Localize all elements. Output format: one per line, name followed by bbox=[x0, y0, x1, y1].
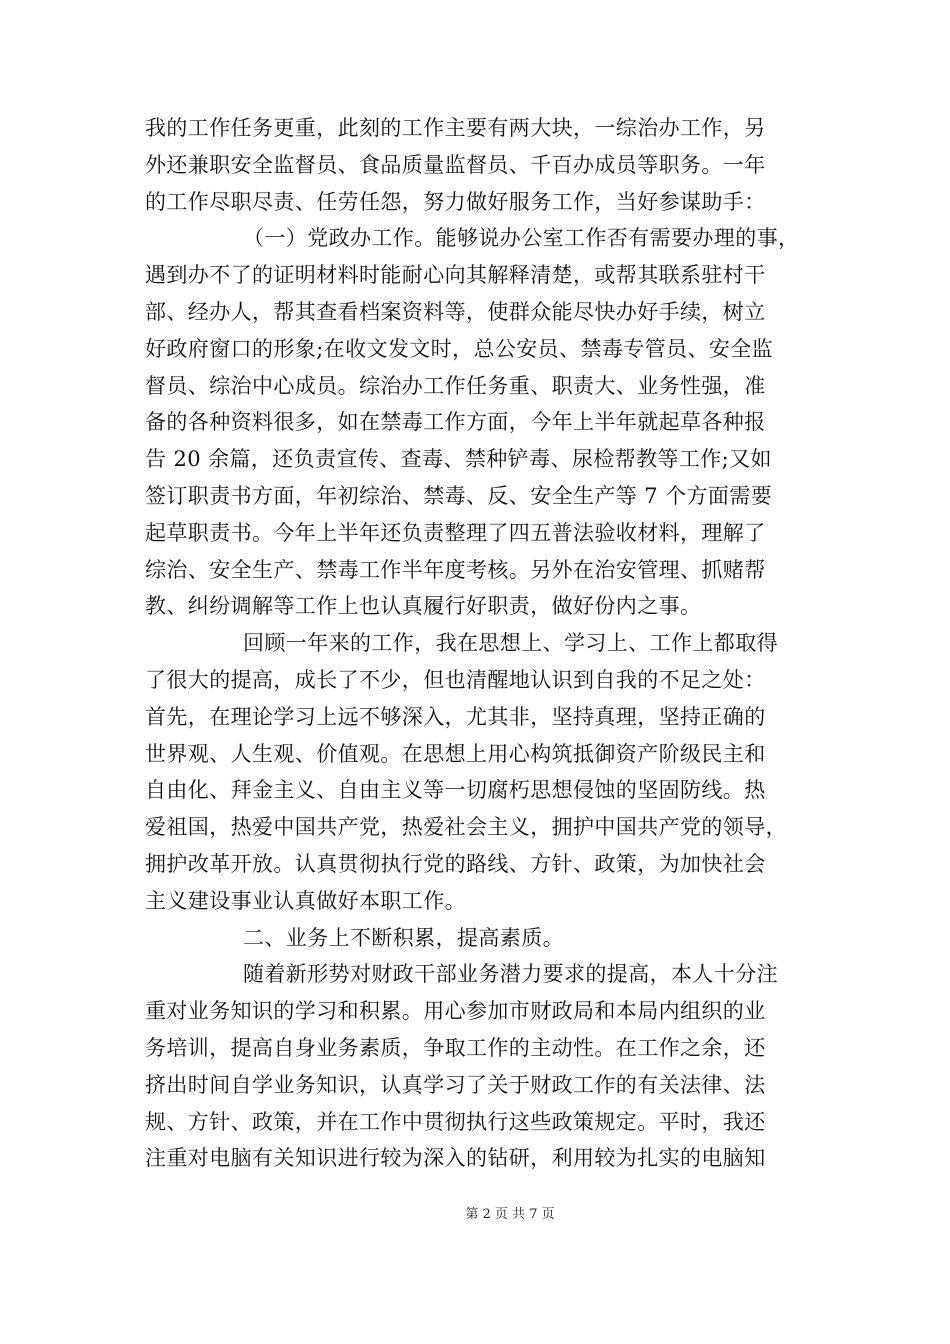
text-line: 回顾一年来的工作，我在思想上、学习上、工作上都取得 bbox=[243, 631, 778, 656]
text-line: 起草职责书。今年上半年还负责整理了四五普法验收材料，理解了 bbox=[145, 520, 766, 545]
text-line: 的工作尽职尽责、任劳任怨，努力做好服务工作，当好参谋助手： bbox=[145, 189, 766, 214]
text-line: 部、经办人，帮其查看档案资料等，使群众能尽快办好手续，树立 bbox=[145, 299, 766, 324]
page-number: 第 2 页 共 7 页 bbox=[465, 1207, 555, 1222]
text-line: 综治、安全生产、禁毒工作半年度考核。另外在治安管理、抓赌帮 bbox=[145, 557, 766, 582]
text-line: 注重对电脑有关知识进行较为深入的钻研，利用较为扎实的电脑知 bbox=[145, 1146, 766, 1171]
text-line: （一）党政办工作。能够说办公室工作否有需要办理的事， bbox=[243, 226, 800, 251]
text-line: 备的各种资料很多，如在禁毒工作方面，今年上半年就起草各种报 bbox=[145, 410, 766, 435]
text-line: 务培训，提高自身业务素质，争取工作的主动性。在工作之余，还 bbox=[145, 1035, 766, 1060]
text-line: 爱祖国，热爱中国共产党，热爱社会主义，拥护中国共产党的领导， bbox=[145, 815, 787, 840]
text-line: 首先，在理论学习上远不够深入，尤其非，坚持真理，坚持正确的 bbox=[145, 704, 766, 729]
text-line: 签订职责书方面，年初综治、禁毒、反、安全生产等 7 个方面需要 bbox=[145, 483, 773, 508]
text-line: 主义建设事业认真做好本职工作。 bbox=[145, 888, 466, 913]
section-heading: 二、业务上不断积累，提高素质。 bbox=[243, 925, 564, 950]
text-line: 重对业务知识的学习和积累。用心参加市财政局和本局内组织的业 bbox=[145, 999, 766, 1024]
text-line: 我的工作任务更重，此刻的工作主要有两大块，一综治办工作，另 bbox=[145, 116, 766, 140]
text-line: 教、纠纷调解等工作上也认真履行好职责，做好份内之事。 bbox=[145, 594, 702, 619]
text-line: 好政府窗口的形象;在收文发文时，总公安员、禁毒专管员、安全监 bbox=[145, 336, 774, 361]
text-line: 随着新形势对财政干部业务潜力要求的提高，本人十分注 bbox=[243, 962, 778, 987]
text-line: 自由化、拜金主义、自由主义等一切腐朽思想侵蚀的坚固防线。热 bbox=[145, 778, 766, 803]
text-line: 挤出时间自学业务知识，认真学习了关于财政工作的有关法律、法 bbox=[145, 1072, 766, 1097]
text-line: 督员、综治中心成员。综治办工作任务重、职责大、业务性强，准 bbox=[145, 373, 766, 398]
text-line: 世界观、人生观、价值观。在思想上用心构筑抵御资产阶级民主和 bbox=[145, 741, 766, 766]
text-line: 了很大的提高，成长了不少，但也清醒地认识到自我的不足之处： bbox=[145, 667, 766, 692]
text-line: 告 20 余篇，还负责宣传、查毒、禁种铲毒、尿检帮教等工作;又如 bbox=[145, 447, 772, 472]
text-line: 外还兼职安全监督员、食品质量监督员、千百办成员等职务。一年 bbox=[145, 152, 766, 177]
text-line: 规、方针、政策，并在工作中贯彻执行这些政策规定。平时，我还 bbox=[145, 1109, 766, 1134]
text-line: 拥护改革开放。认真贯彻执行党的路线、方针、政策，为加快社会 bbox=[145, 851, 766, 876]
document-body bbox=[145, 110, 825, 1177]
text-line: 遇到办不了的证明材料时能耐心向其解释清楚，或帮其联系驻村干 bbox=[145, 263, 766, 288]
